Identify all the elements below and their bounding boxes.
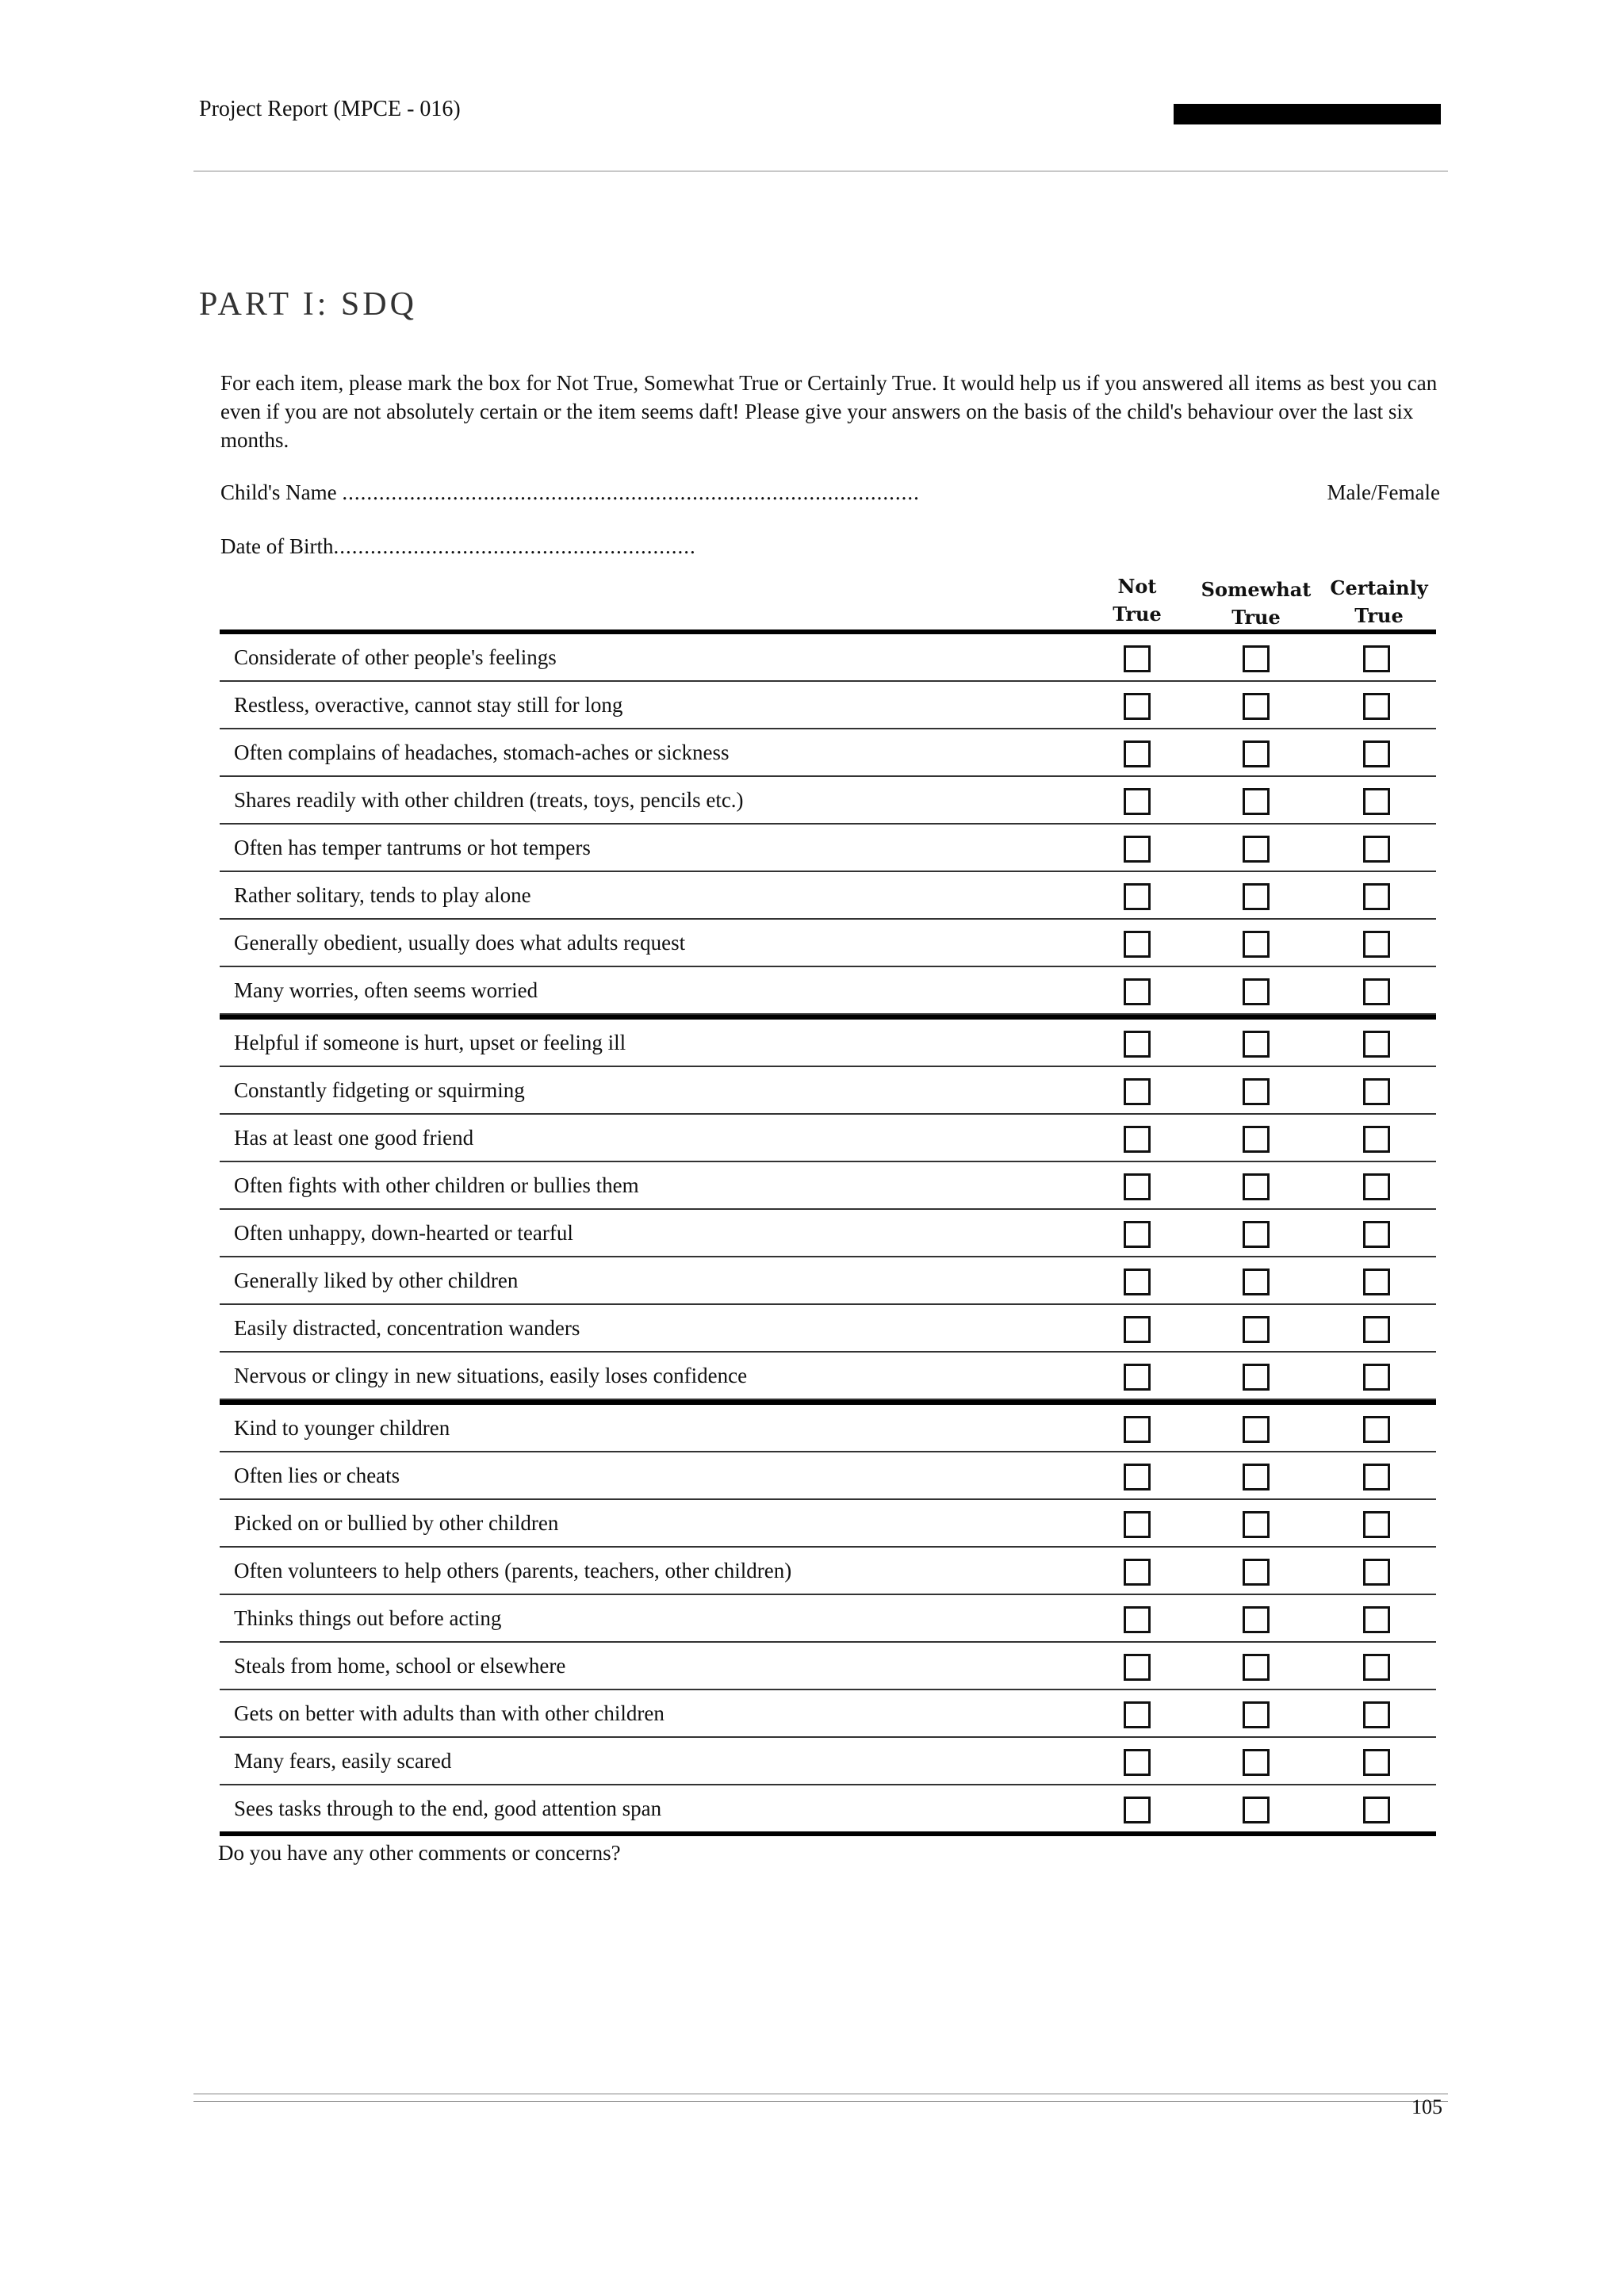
checkbox-certainly-true[interactable] [1363,1364,1390,1391]
item-label: Nervous or clingy in new situations, easily loses confidence [234,1364,748,1387]
footer-divider-secondary [193,2101,1448,2102]
section-title: PART I: SDQ [199,286,417,323]
checkbox-certainly-true[interactable] [1363,1559,1390,1586]
table-row [220,967,1436,1015]
checkbox-certainly-true[interactable] [1363,1606,1390,1633]
sex-field-label[interactable]: Male/Female [1327,480,1440,504]
checkbox-certainly-true[interactable] [1363,836,1390,863]
item-label: Constantly fidgeting or squirming [234,1078,525,1102]
checkbox-somewhat-true[interactable] [1243,1078,1270,1105]
checkbox-certainly-true[interactable] [1363,1464,1390,1490]
checkbox-not-true[interactable] [1124,740,1151,767]
checkbox-certainly-true[interactable] [1363,645,1390,672]
checkbox-somewhat-true[interactable] [1243,1606,1270,1633]
checkbox-certainly-true[interactable] [1363,693,1390,720]
checkbox-certainly-true[interactable] [1363,788,1390,815]
checkbox-somewhat-true[interactable] [1243,1031,1270,1058]
table-row [220,777,1436,825]
child-name-label: Child's Name [220,480,337,504]
checkbox-somewhat-true[interactable] [1243,645,1270,672]
table-row [220,1690,1436,1738]
checkbox-not-true[interactable] [1124,1126,1151,1153]
footer-divider [193,2093,1448,2095]
checkbox-somewhat-true[interactable] [1243,788,1270,815]
checkbox-somewhat-true[interactable] [1243,1797,1270,1823]
checkbox-somewhat-true[interactable] [1243,1126,1270,1153]
header-divider [193,170,1448,172]
checkbox-somewhat-true[interactable] [1243,1749,1270,1776]
checkbox-not-true[interactable] [1124,645,1151,672]
page-number: 105 [1411,2095,1442,2118]
checkbox-not-true[interactable] [1124,1173,1151,1200]
checkbox-certainly-true[interactable] [1363,1797,1390,1823]
date-of-birth-fill-line[interactable]: ........................................................... [333,534,696,558]
item-label: Generally obedient, usually does what adults request [234,931,686,955]
item-label: Many fears, easily scared [234,1749,452,1773]
checkbox-not-true[interactable] [1124,1416,1151,1443]
table-row [220,1162,1436,1210]
table-row [220,1400,1436,1452]
item-label: Shares readily with other children (treats, toys, pencils etc.) [234,788,744,812]
column-header-not-true [1078,572,1197,628]
table-row [220,825,1436,872]
item-label: Often fights with other children or bullies them [234,1173,639,1197]
checkbox-certainly-true[interactable] [1363,1749,1390,1776]
item-label: Easily distracted, concentration wanders [234,1316,580,1340]
item-label: Restless, overactive, cannot stay still for long [234,693,623,717]
checkbox-certainly-true[interactable] [1363,1078,1390,1105]
checkbox-not-true[interactable] [1124,1269,1151,1295]
checkbox-certainly-true[interactable] [1363,1416,1390,1443]
checkbox-not-true[interactable] [1124,1316,1151,1343]
item-label: Sees tasks through to the end, good attention span [234,1797,662,1820]
checkbox-somewhat-true[interactable] [1243,1511,1270,1538]
date-of-birth-label: Date of Birth [220,534,334,558]
checkbox-somewhat-true[interactable] [1243,1221,1270,1248]
checkbox-somewhat-true[interactable] [1243,1559,1270,1586]
checkbox-certainly-true[interactable] [1363,931,1390,958]
column-header-line: Certainly [1330,576,1428,599]
running-header-title: Project Report (MPCE - 016) [199,97,461,121]
checkbox-not-true[interactable] [1124,978,1151,1005]
checkbox-certainly-true[interactable] [1363,1316,1390,1343]
checkbox-somewhat-true[interactable] [1243,1173,1270,1200]
table-row [220,1257,1436,1305]
comments-prompt: Do you have any other comments or concerns? [218,1841,621,1865]
item-label: Often complains of headaches, stomach-aches or sickness [234,740,730,764]
checkbox-certainly-true[interactable] [1363,1031,1390,1058]
checkbox-somewhat-true[interactable] [1243,931,1270,958]
checkbox-not-true[interactable] [1124,1701,1151,1728]
table-row [220,1643,1436,1690]
checkbox-certainly-true[interactable] [1363,1511,1390,1538]
date-of-birth-field[interactable] [220,534,696,559]
checkbox-somewhat-true[interactable] [1243,1316,1270,1343]
item-label: Considerate of other people's feelings [234,645,557,669]
item-label: Many worries, often seems worried [234,978,538,1002]
column-header-line: True [1354,604,1404,627]
item-label: Often has temper tantrums or hot tempers [234,836,591,859]
item-label: Has at least one good friend [234,1126,474,1150]
checkbox-not-true[interactable] [1124,1749,1151,1776]
item-label: Gets on better with adults than with other children [234,1701,665,1725]
table-row [220,920,1436,967]
table-row [220,1115,1436,1162]
checkbox-certainly-true[interactable] [1363,1173,1390,1200]
table-row [220,1595,1436,1643]
checkbox-not-true[interactable] [1124,883,1151,910]
checkbox-somewhat-true[interactable] [1243,978,1270,1005]
table-row [220,729,1436,777]
checkbox-not-true[interactable] [1124,931,1151,958]
sdq-items-table [220,629,1436,1836]
checkbox-not-true[interactable] [1124,788,1151,815]
column-header-line: True [1231,606,1281,629]
column-header-line: Not [1117,575,1157,598]
table-row [220,1067,1436,1115]
item-label: Often volunteers to help others (parents, teachers, other children) [234,1559,792,1582]
table-row [220,682,1436,729]
item-label: Helpful if someone is hurt, upset or feeling ill [234,1031,626,1054]
table-row [220,1548,1436,1595]
checkbox-somewhat-true[interactable] [1243,836,1270,863]
table-row [220,629,1436,682]
checkbox-somewhat-true[interactable] [1243,740,1270,767]
item-label: Kind to younger children [234,1416,450,1440]
redaction-bar [1174,104,1441,124]
item-label: Rather solitary, tends to play alone [234,883,531,907]
checkbox-certainly-true[interactable] [1363,978,1390,1005]
checkbox-certainly-true[interactable] [1363,1654,1390,1681]
checkbox-certainly-true[interactable] [1363,1269,1390,1295]
table-row [220,1353,1436,1400]
checkbox-somewhat-true[interactable] [1243,693,1270,720]
checkbox-not-true[interactable] [1124,1511,1151,1538]
checkbox-somewhat-true[interactable] [1243,1269,1270,1295]
checkbox-not-true[interactable] [1124,1221,1151,1248]
child-name-fill-line[interactable]: .............................................................................................. [342,480,920,504]
checkbox-not-true[interactable] [1124,1654,1151,1681]
instructions-paragraph: For each item, please mark the box for Not True, Somewhat True or Certainly True. It would help us if you answered all items as best you can even if you are not absolutely certain or the item seems daft! Please give your answers on the basis of the child's behaviour over the last six months. [220,371,1438,452]
column-header-line: Somewhat [1201,578,1312,601]
table-row [220,1015,1436,1067]
checkbox-somewhat-true[interactable] [1243,1701,1270,1728]
column-header-line: True [1113,603,1162,626]
checkbox-not-true[interactable] [1124,1464,1151,1490]
table-row [220,872,1436,920]
checkbox-certainly-true[interactable] [1363,883,1390,910]
item-label: Steals from home, school or elsewhere [234,1654,566,1678]
child-name-field[interactable] [220,480,920,505]
table-row [220,1452,1436,1500]
item-label: Generally liked by other children [234,1269,519,1292]
checkbox-somewhat-true[interactable] [1243,1654,1270,1681]
checkbox-not-true[interactable] [1124,836,1151,863]
table-row [220,1210,1436,1257]
checkbox-certainly-true[interactable] [1363,1126,1390,1153]
checkbox-not-true[interactable] [1124,1364,1151,1391]
checkbox-somewhat-true[interactable] [1243,1464,1270,1490]
checkbox-certainly-true[interactable] [1363,740,1390,767]
table-row [220,1738,1436,1785]
item-label: Picked on or bullied by other children [234,1511,559,1535]
checkbox-certainly-true[interactable] [1363,1221,1390,1248]
checkbox-certainly-true[interactable] [1363,1701,1390,1728]
checkbox-not-true[interactable] [1124,1078,1151,1105]
item-label: Often unhappy, down-hearted or tearful [234,1221,573,1245]
checkbox-somewhat-true[interactable] [1243,1364,1270,1391]
table-row [220,1785,1436,1836]
checkbox-not-true[interactable] [1124,1031,1151,1058]
checkbox-not-true[interactable] [1124,693,1151,720]
checkbox-not-true[interactable] [1124,1559,1151,1586]
checkbox-not-true[interactable] [1124,1606,1151,1633]
item-label: Often lies or cheats [234,1464,400,1487]
checkbox-somewhat-true[interactable] [1243,883,1270,910]
item-label: Thinks things out before acting [234,1606,502,1630]
table-row [220,1305,1436,1353]
column-header-certainly-true [1320,574,1438,629]
checkbox-somewhat-true[interactable] [1243,1416,1270,1443]
checkbox-not-true[interactable] [1124,1797,1151,1823]
table-row [220,1500,1436,1548]
column-header-somewhat-true [1197,576,1316,631]
